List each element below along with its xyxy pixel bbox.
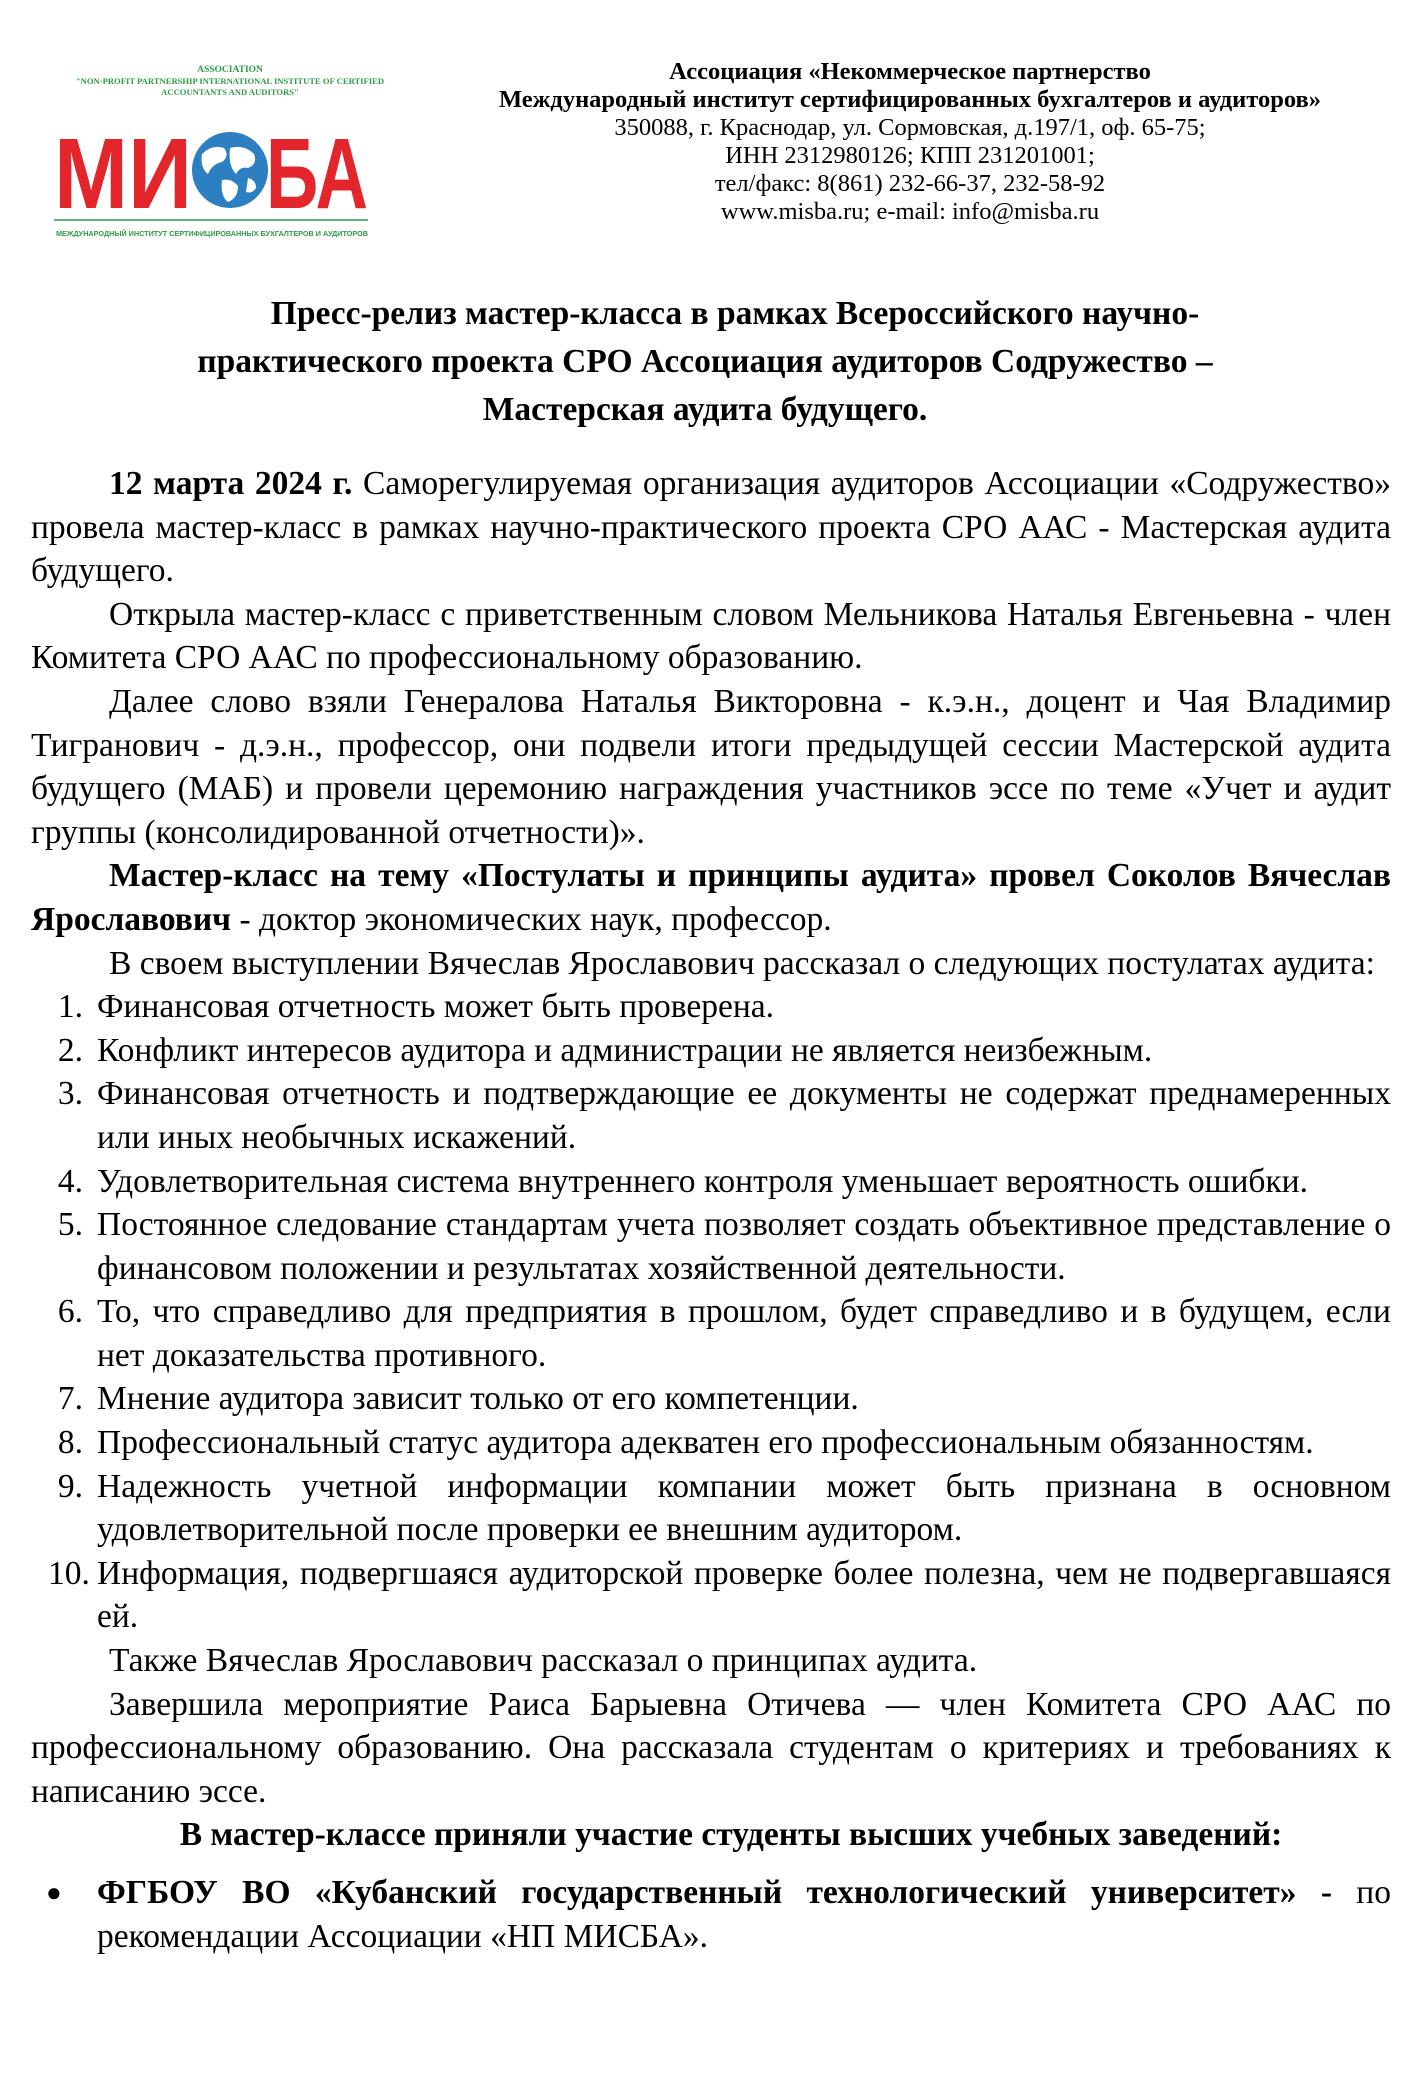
logo-wordmark-right: БА (266, 118, 368, 230)
globe-icon (192, 132, 268, 208)
list-item (31, 1377, 1391, 1421)
university-name: ФГБОУ ВО «Кубанский государственный технологический университет» - (97, 1874, 1332, 1911)
org-inn: ИНН 2312980126; КПП 231201001; (725, 142, 1095, 169)
logo-top-text-2: "NON-PROFIT PARTNERSHIP INTERNATIONAL INSTITUTE OF CERTIFIED (75, 76, 385, 86)
document-body (31, 462, 1391, 1958)
paragraph-opening: Открыла мастер-класс с приветственным словом Мельникова Наталья Евгеньевна - член Комитета СРО ААС по профессиональному образованию. (31, 595, 1391, 677)
list-item (31, 1290, 1391, 1377)
list-item-text: Финансовая отчетность может быть проверена. (97, 988, 775, 1026)
list-item (31, 1871, 1391, 1958)
paragraph-intro (31, 462, 1391, 593)
list-item-number: 2. (57, 1031, 83, 1069)
list-item-number: 4. (57, 1162, 83, 1200)
paragraph-masterclass (31, 854, 1391, 941)
paragraph-closing: Завершила мероприятие Раиса Барыевна Отичева — член Комитета СРО ААС по профессиональному образованию. Она рассказала студентам о критериях и требованиях к написанию эссе. (31, 1685, 1391, 1810)
misba-logo-graphic (52, 62, 385, 244)
logo-wordmark-left: МИ (54, 118, 192, 230)
paragraph-principles: Также Вячеслав Ярославович рассказал о принципах аудита. (109, 1642, 978, 1680)
title-line-3: Мастерская аудита будущего. (482, 391, 928, 428)
university-note: по рекомендации Ассоциации «НП МИСБА». (97, 1874, 1391, 1955)
org-web-email: www.misba.ru; e-mail: info@misba.ru (720, 198, 1100, 225)
logo-top-text-3: ACCOUNTANTS AND AUDITORS" (161, 87, 299, 97)
speaker-credentials: - доктор экономических наук, профессор. (231, 900, 832, 938)
list-item (31, 1421, 1391, 1465)
list-item-text: Надежность учетной информации компании может быть признана в основном удовлетворительной после проверки ее внешним аудитором. (97, 1467, 1391, 1549)
participants-heading: В мастер-классе приняли участие студенты высших учебных заведений: (179, 1816, 1283, 1854)
paragraph-postulates-intro: В своем выступлении Вячеслав Ярославович рассказал о следующих постулатах аудита: (109, 944, 1375, 982)
misba-logo (52, 62, 385, 244)
list-item (31, 1029, 1391, 1073)
bullet-icon: ● (46, 1878, 62, 1907)
org-phone: тел/факс: 8(861) 232-66-37, 232-58-92 (714, 170, 1106, 197)
organization-header (430, 58, 1390, 226)
logo-bottom-text: МЕЖДУНАРОДНЫЙ ИНСТИТУТ СЕРТИФИЦИРОВАННЫХ БУХГАЛТЕРОВ И АУДИТОРОВ (56, 229, 369, 238)
list-item-text: Конфликт интересов аудитора и администрации не является неизбежным. (97, 1031, 1153, 1069)
list-item-number: 7. (57, 1380, 83, 1418)
list-item-text: Постоянное следование стандартам учета позволяет создать объективное представление о финансовом положении и результатах хозяйственной деятельности. (97, 1206, 1391, 1287)
list-item-text: Мнение аудитора зависит только от его компетенции. (97, 1380, 859, 1418)
list-item-text: Профессиональный статус аудитора адекватен его профессиональным обязанностям. (97, 1424, 1314, 1462)
paragraph-results: Далее слово взяли Генералова Наталья Викторовна - к.э.н., доцент и Чая Владимир Тигранович - д.э.н., профессор, они подвели итоги предыдущей сессии Мастерской аудита будущего (МАБ) и провели церемонию награждения участников эссе по теме «Учет и аудит группы (консолидированной отчетности)». (31, 682, 1391, 851)
list-item-number: 1. (57, 988, 83, 1026)
list-item-text: Информация, подвергшаяся аудиторской проверке более полезна, чем не подвергавшаяся ей. (97, 1554, 1391, 1636)
list-item-number: 6. (57, 1293, 83, 1331)
org-name-line-2: Международный институт сертифицированных бухгалтеров и аудиторов» (498, 86, 1322, 113)
logo-top-text-1: ASSOCIATION (197, 65, 263, 75)
list-item-text: Удовлетворительная система внутреннего контроля уменьшает вероятность ошибки. (97, 1162, 1308, 1200)
title-line-1: Пресс-релиз мастер-класса в рамках Всероссийского научно- (270, 295, 1200, 332)
event-date: 12 марта 2024 г. (109, 465, 353, 502)
org-name-line-1: Ассоциация «Некоммерческое партнерство (669, 58, 1151, 85)
list-item (31, 985, 1391, 1029)
list-item (31, 1465, 1391, 1552)
list-item-text: То, что справедливо для предприятия в прошлом, будет справедливо и в будущем, если нет доказательства противного. (97, 1293, 1391, 1374)
list-item-number: 3. (57, 1075, 83, 1113)
list-item (31, 1203, 1391, 1290)
list-item-number: 10. (48, 1554, 90, 1592)
list-item (31, 1072, 1391, 1159)
masterclass-topic: Мастер-класс на тему «Постулаты и принципы аудита» провел Соколов Вячеслав Ярославович (31, 857, 1391, 938)
list-item-number: 5. (57, 1206, 83, 1244)
universities-list (31, 1871, 1391, 1958)
list-item (31, 1552, 1391, 1639)
org-address: 350088, г. Краснодар, ул. Сормовская, д.197/1, оф. 65-75; (614, 114, 1206, 141)
list-item-number: 9. (57, 1467, 83, 1505)
list-item (31, 1160, 1391, 1204)
list-item-number: 8. (57, 1424, 83, 1462)
title-line-2: практического проекта СРО Ассоциация аудиторов Содружество – (197, 343, 1213, 380)
list-item-text: Финансовая отчетность и подтверждающие ее документы не содержат преднамеренных или иных необычных искажений. (97, 1075, 1391, 1156)
postulates-list (31, 985, 1391, 1639)
intro-text: Саморегулируемая организация аудиторов Ассоциации «Содружество» провела мастер-класс в рамках научно-практического проекта СРО ААС - Мастерская аудита будущего. (31, 465, 1392, 590)
document-title (100, 290, 1310, 434)
